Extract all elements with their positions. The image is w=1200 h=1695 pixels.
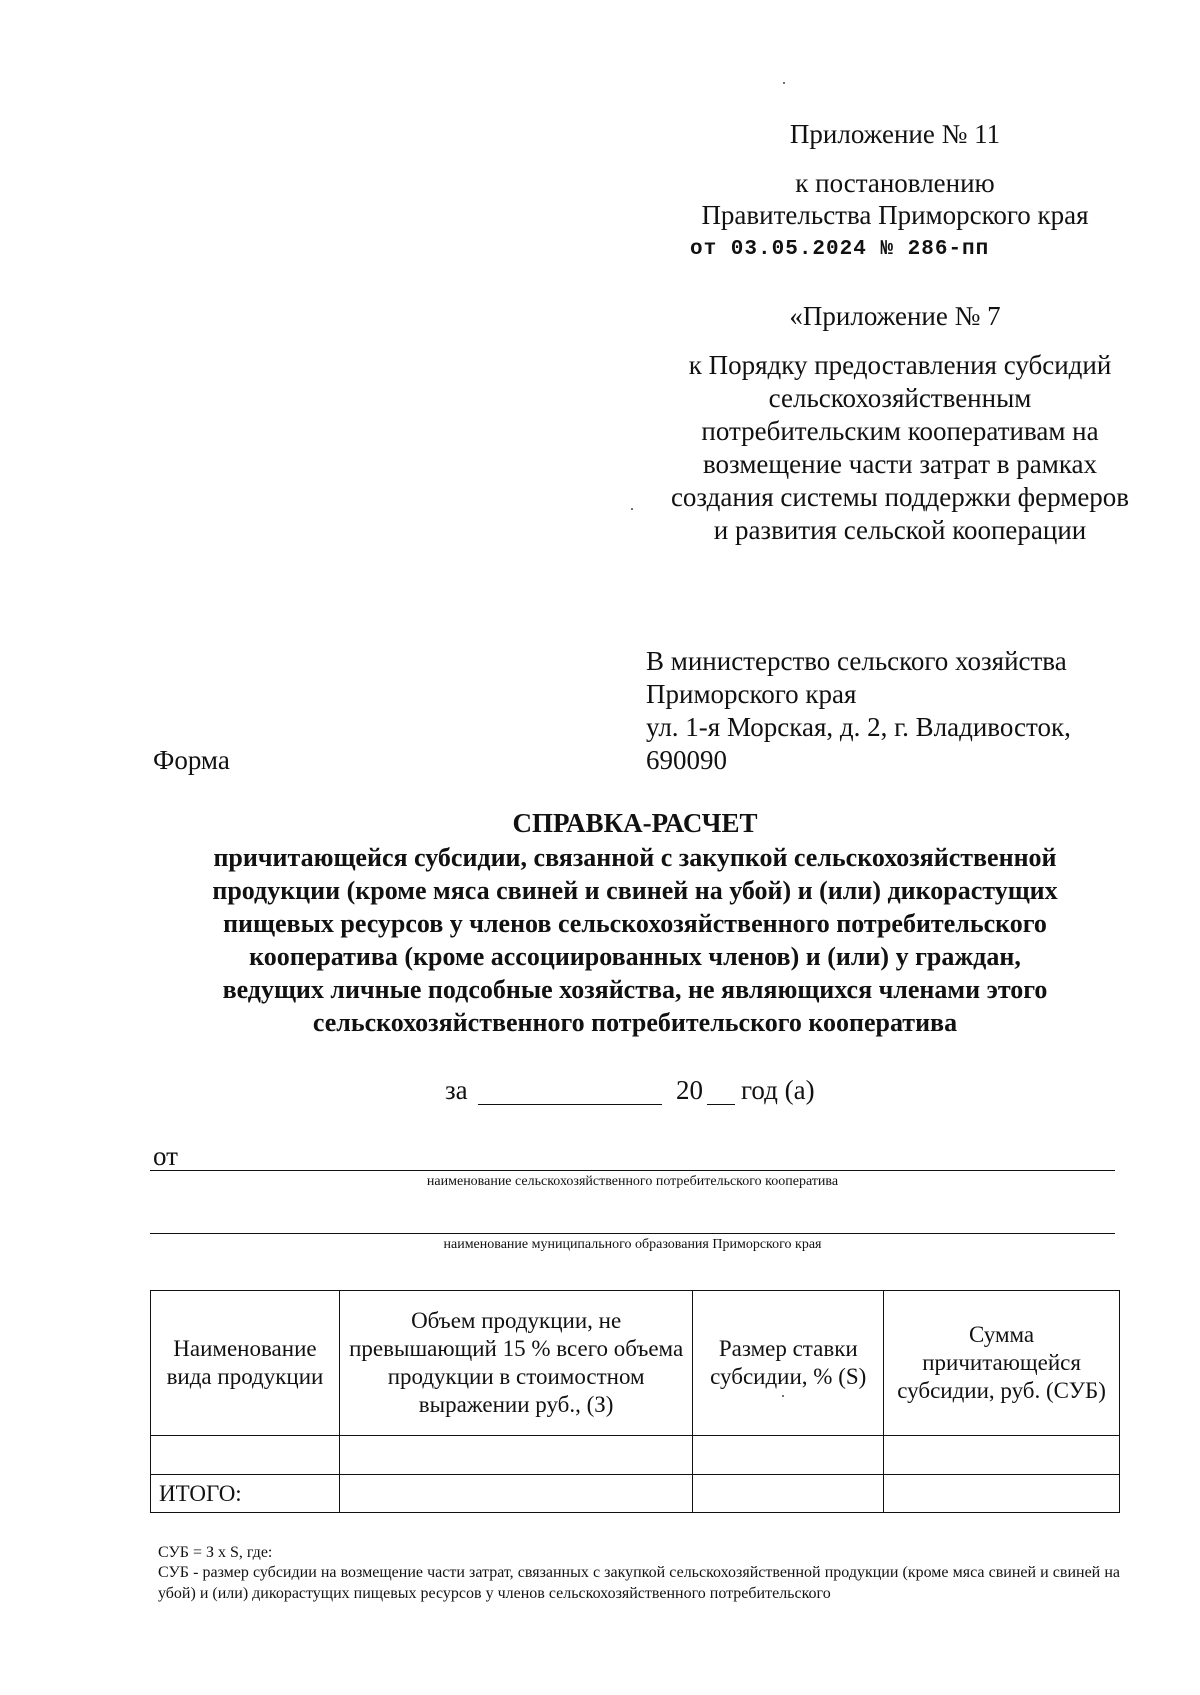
year-blank — [707, 1104, 735, 1105]
period-year-prefix: 20 — [676, 1075, 703, 1105]
municipality-caption: наименование муниципального образования Приморского края — [443, 1237, 822, 1252]
table-cell — [884, 1475, 1120, 1513]
addressee-line: ул. 1-я Морская, д. 2, г. Владивосток, — [646, 712, 1071, 742]
order-line: сельскохозяйственным — [768, 383, 1032, 413]
table-cell — [693, 1436, 884, 1475]
header-product-type: Наименование вида продукции — [151, 1291, 340, 1436]
table-cell — [884, 1436, 1120, 1475]
table-header-row — [151, 1291, 1120, 1436]
header-rate: Размер ставки субсидии, % (S) — [693, 1291, 884, 1436]
document-title: СПРАВКА-РАСЧЕТ — [512, 808, 758, 838]
table-row — [151, 1436, 1120, 1475]
order-line: создания системы поддержки фермеров — [670, 482, 1130, 512]
order-line: возмещение части затрат в рамках — [702, 449, 1098, 479]
table-cell — [339, 1475, 692, 1513]
order-block — [620, 349, 1180, 547]
cooperative-caption: наименование сельскохозяйственного потребительского кооператива — [426, 1174, 839, 1189]
subtitle-line: ведущих личные подсобные хозяйства, не являющихся членами этого — [222, 975, 1048, 1004]
subtitle-line: кооператива (кроме ассоциированных членов) и (или) у граждан, — [249, 942, 1021, 971]
municipality-name-line — [150, 1233, 1115, 1234]
table-cell — [693, 1475, 884, 1513]
order-line: к Порядку предоставления субсидий — [688, 350, 1112, 380]
formula-line: СУБ = З x S, где: — [158, 1544, 273, 1561]
addressee-line: В министерство сельского хозяйства — [646, 646, 1067, 676]
total-row — [151, 1475, 1120, 1513]
government-line: Правительства Приморского края — [701, 200, 1089, 230]
subtitle-line: продукции (кроме мяса свиней и свиней на убой) и (или) дикорастущих — [212, 876, 1058, 905]
resolution-date-stamp: от 03.05.2024 № 286-пп — [690, 238, 990, 261]
footnote-text: СУБ - размер субсидии на возмещение части затрат, связанных с закупкой сельскохозяйственной продукции (кроме мяса свиней и свиней на убой) и (или) дикорастущих пищевых ресурсов у членов сельскохозяйственного потребительского — [158, 1564, 1120, 1602]
order-line: и развития сельской кооперации — [713, 515, 1087, 545]
scan-speck — [783, 82, 785, 84]
subtitle-line: причитающейся субсидии, связанной с закупкой сельскохозяйственной — [213, 843, 1057, 872]
subtitle-line: пищевых ресурсов у членов сельскохозяйственного потребительского — [223, 909, 1047, 938]
calculation-table — [150, 1290, 1120, 1513]
to-resolution-line: к постановлению — [795, 168, 995, 198]
quoted-appendix: «Приложение № 7 — [789, 301, 1001, 331]
addressee-line: Приморского края — [646, 679, 857, 709]
period-suffix: год (а) — [741, 1075, 815, 1105]
from-label: от — [153, 1141, 178, 1171]
addressee-line: 690090 — [646, 745, 727, 775]
total-label: ИТОГО: — [151, 1475, 340, 1513]
cooperative-name-line — [150, 1170, 1115, 1171]
table-cell — [151, 1436, 340, 1475]
addressee-block — [646, 645, 1071, 777]
subtitle-line: сельскохозяйственного потребительского кооператива — [312, 1008, 958, 1037]
period-prefix: за — [445, 1075, 468, 1105]
period-blank — [478, 1104, 662, 1105]
document-subtitle — [150, 841, 1120, 1039]
form-label: Форма — [153, 745, 230, 775]
header-subsidy-sum: Сумма причитающейся субсидии, руб. (СУБ) — [884, 1291, 1120, 1436]
table-cell — [339, 1436, 692, 1475]
appendix-number: Приложение № 11 — [789, 119, 1001, 149]
order-line: потребительским кооперативам на — [701, 416, 1099, 446]
header-volume: Объем продукции, не превышающий 15 % всего объема продукции в стоимостном выражении руб., (З) — [339, 1291, 692, 1436]
